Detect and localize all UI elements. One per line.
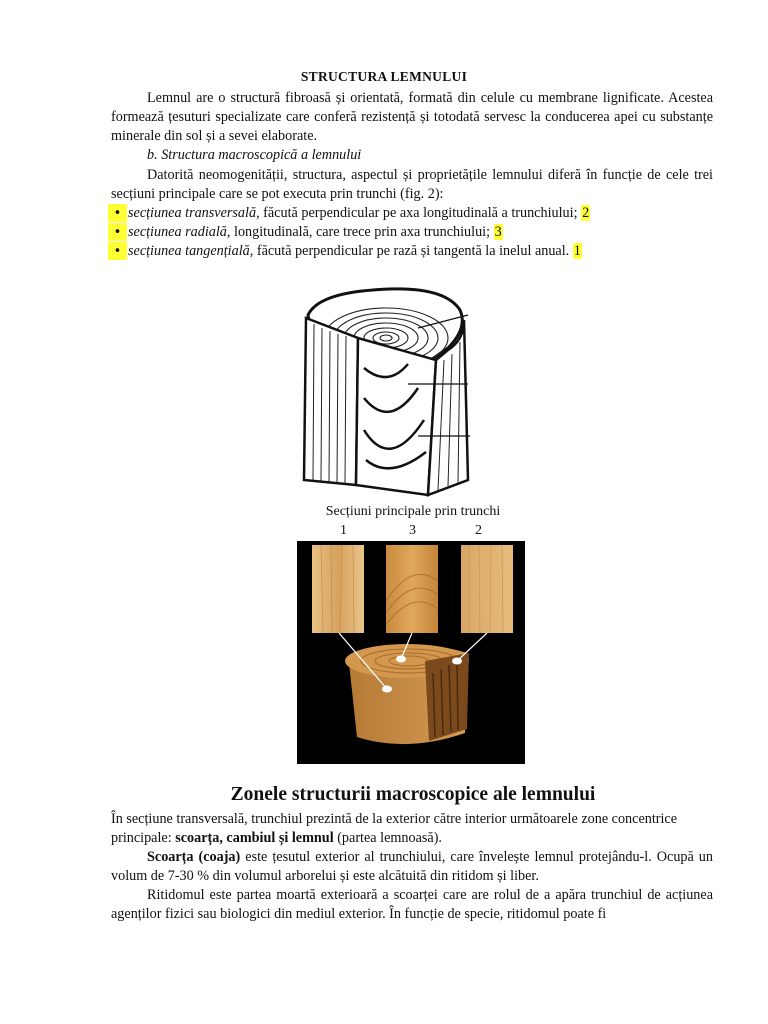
figure-caption: Secțiuni principale prin trunchi: [325, 504, 501, 519]
bark-paragraph: [111, 848, 713, 886]
list-item: [108, 204, 718, 223]
wood-sections-figure: [297, 541, 525, 764]
bark-text: este țesutul exterior al trunchiului, care învelește lemnul protejându-l. Ocupă un volum de 7-30 % din volumul arborelui și este alcătuită din ritidom și liber.: [111, 849, 713, 884]
trunk-line-drawing: [278, 280, 548, 502]
list-text: , longitudinală, care trece prin axa trunchiului;: [226, 224, 494, 240]
block-cut: [425, 653, 469, 741]
list-term: secțiunea tangențială: [128, 243, 250, 259]
zones-text-end: (partea lemnoasă).: [333, 830, 442, 846]
figure-number: 3: [409, 523, 416, 538]
page-title: STRUCTURA LEMNULUI: [300, 69, 468, 84]
list-item: [108, 242, 718, 261]
section-list: [108, 204, 718, 261]
bullet-icon: [108, 242, 127, 260]
bullet-icon: [108, 223, 127, 241]
subheading: b. Structura macroscopică a lemnului: [147, 147, 362, 163]
zones-bold: scoarța, cambiul și lemnul: [175, 830, 334, 846]
highlighted-number: 2: [582, 205, 590, 221]
bark-bold: Scoarța (coaja): [147, 849, 241, 865]
highlighted-number: 3: [494, 224, 502, 240]
intro-paragraph: Lemnul are o structură fibroasă și orientată, formată din celule cu membrane lignificate. Acestea formează țesuturi specializate care conferă rezistență și totodată servesc la conducerea apei cu substanțe minerale din sol și a sevei elaborate.: [111, 90, 713, 144]
section-heading: Zonele structurii macroscopice ale lemnului: [230, 784, 596, 805]
sections-paragraph: Datorită neomogenității, structura, aspectul și proprietățile lemnului diferă în funcție de cele trei secțiuni principale care se pot executa prin trunchi (fig. 2):: [111, 167, 713, 202]
list-text: , făcută perpendicular pe rază și tangentă la inelul anual.: [249, 243, 573, 259]
tangential-sample: [312, 545, 364, 633]
list-term: secțiunea radială: [128, 224, 227, 240]
list-text: , făcută perpendicular pe axa longitudinală a trunchiului;: [256, 205, 582, 221]
figure-number: 2: [475, 523, 482, 538]
zones-paragraph: [111, 810, 713, 848]
highlighted-number: 1: [573, 243, 581, 259]
list-term: secțiunea transversală: [128, 205, 257, 221]
ritidom-paragraph: Ritidomul este partea moartă exterioară a scoarței care are rolul de a apăra trunchiul de acțiunea agenților fizici sau biologici din mediul exterior. În funcție de specie, ritidomul poate fi: [111, 887, 713, 922]
bullet-icon: [108, 204, 127, 222]
zones-text: În secțiune transversală, trunchiul prezintă de la exterior către interior următoarele zone concentrice principale:: [111, 811, 678, 846]
figure-number: 1: [340, 523, 347, 538]
list-item: [108, 223, 718, 242]
